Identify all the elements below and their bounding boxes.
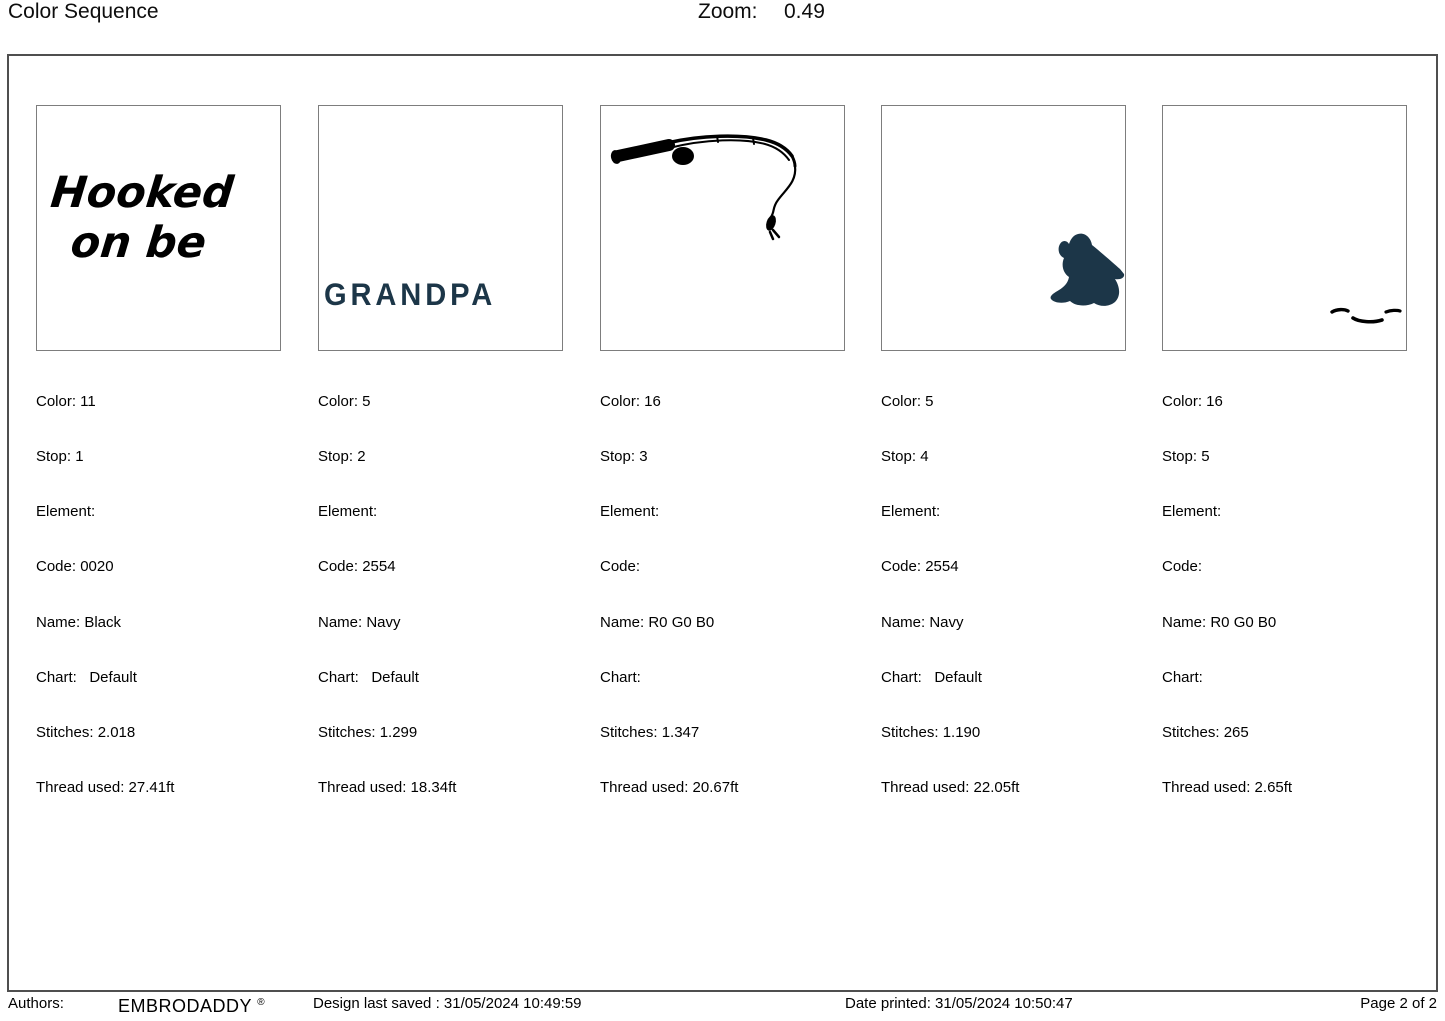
detail-name: Name: R0 G0 B0 [600, 613, 715, 631]
detail-stop: Stop: 1 [36, 448, 84, 466]
detail-chart: Chart: Default [36, 668, 137, 686]
detail-stitches: Stitches: 2.018 [36, 724, 136, 742]
detail-stop: Stop: 2 [318, 448, 366, 466]
water-ripples-icon [1163, 106, 1406, 350]
detail-element: Element: [318, 503, 378, 521]
detail-code: Code: 2554 [881, 558, 959, 576]
footer-page-number: Page 2 of 2 [1360, 995, 1437, 1012]
detail-code: Code: [1162, 558, 1203, 576]
detail-stitches: Stitches: 1.347 [600, 724, 700, 742]
report-body-frame [7, 54, 1438, 992]
zoom-value: 0.49 [784, 0, 825, 23]
detail-code: Code: [600, 558, 641, 576]
color-step-card-3 [600, 105, 845, 834]
color-step-details-3 [600, 356, 845, 834]
detail-name: Name: Navy [318, 613, 401, 631]
detail-stitches: Stitches: 1.299 [318, 724, 418, 742]
footer-authors-label: Authors: [8, 995, 64, 1012]
design-preview-4 [881, 105, 1126, 351]
detail-stitches: Stitches: 265 [1162, 724, 1249, 742]
detail-color: Color: 16 [600, 392, 661, 410]
detail-name: Name: Navy [881, 613, 964, 631]
detail-color: Color: 11 [36, 392, 96, 410]
detail-thread-used: Thread used: 2.65ft [1162, 779, 1293, 797]
detail-stitches: Stitches: 1.190 [881, 724, 981, 742]
color-step-card-1 [36, 105, 281, 834]
detail-element: Element: [881, 503, 941, 521]
detail-thread-used: Thread used: 20.67ft [600, 779, 739, 797]
footer-date-printed: Date printed: 31/05/2024 10:50:47 [845, 995, 1073, 1012]
color-step-card-4 [881, 105, 1126, 834]
detail-stop: Stop: 3 [600, 448, 648, 466]
detail-name: Name: Black [36, 613, 122, 631]
design-preview-2 [318, 105, 563, 351]
detail-code: Code: 0020 [36, 558, 114, 576]
detail-code: Code: 2554 [318, 558, 396, 576]
design-preview-3 [600, 105, 845, 351]
design-text-on-be: on be [68, 218, 209, 268]
color-step-details-1 [36, 356, 281, 834]
design-text-hooked: Hooked [48, 168, 236, 218]
footer-brand [118, 996, 265, 1017]
detail-stop: Stop: 5 [1162, 448, 1210, 466]
detail-element: Element: [600, 503, 660, 521]
color-step-details-5 [1162, 356, 1407, 834]
design-preview-5 [1162, 105, 1407, 351]
registered-mark: ® [257, 997, 266, 1008]
footer-design-last-saved: Design last saved : 31/05/2024 10:49:59 [313, 995, 582, 1012]
detail-element: Element: [1162, 503, 1222, 521]
fishing-rod-icon [601, 106, 844, 350]
detail-chart: Chart: [1162, 668, 1203, 686]
detail-color: Color: 5 [881, 392, 934, 410]
detail-element: Element: [36, 503, 96, 521]
color-step-details-2 [318, 356, 563, 834]
detail-name: Name: R0 G0 B0 [1162, 613, 1277, 631]
color-step-details-4 [881, 356, 1126, 834]
detail-color: Color: 5 [318, 392, 371, 410]
detail-thread-used: Thread used: 18.34ft [318, 779, 457, 797]
detail-thread-used: Thread used: 27.41ft [36, 779, 175, 797]
detail-chart: Chart: [600, 668, 641, 686]
detail-color: Color: 16 [1162, 392, 1223, 410]
color-step-card-2 [318, 105, 563, 834]
detail-stop: Stop: 4 [881, 448, 929, 466]
fish-icon [882, 106, 1125, 350]
brand-name: EMBRODADDY [118, 996, 252, 1016]
design-preview-1 [36, 105, 281, 351]
page-title: Color Sequence [8, 0, 159, 23]
color-step-card-5 [1162, 105, 1407, 834]
design-text-grandpa: GRANDPA [324, 278, 497, 313]
zoom-label: Zoom: [698, 0, 758, 23]
detail-chart: Chart: Default [881, 668, 982, 686]
detail-chart: Chart: Default [318, 668, 419, 686]
detail-thread-used: Thread used: 22.05ft [881, 779, 1020, 797]
